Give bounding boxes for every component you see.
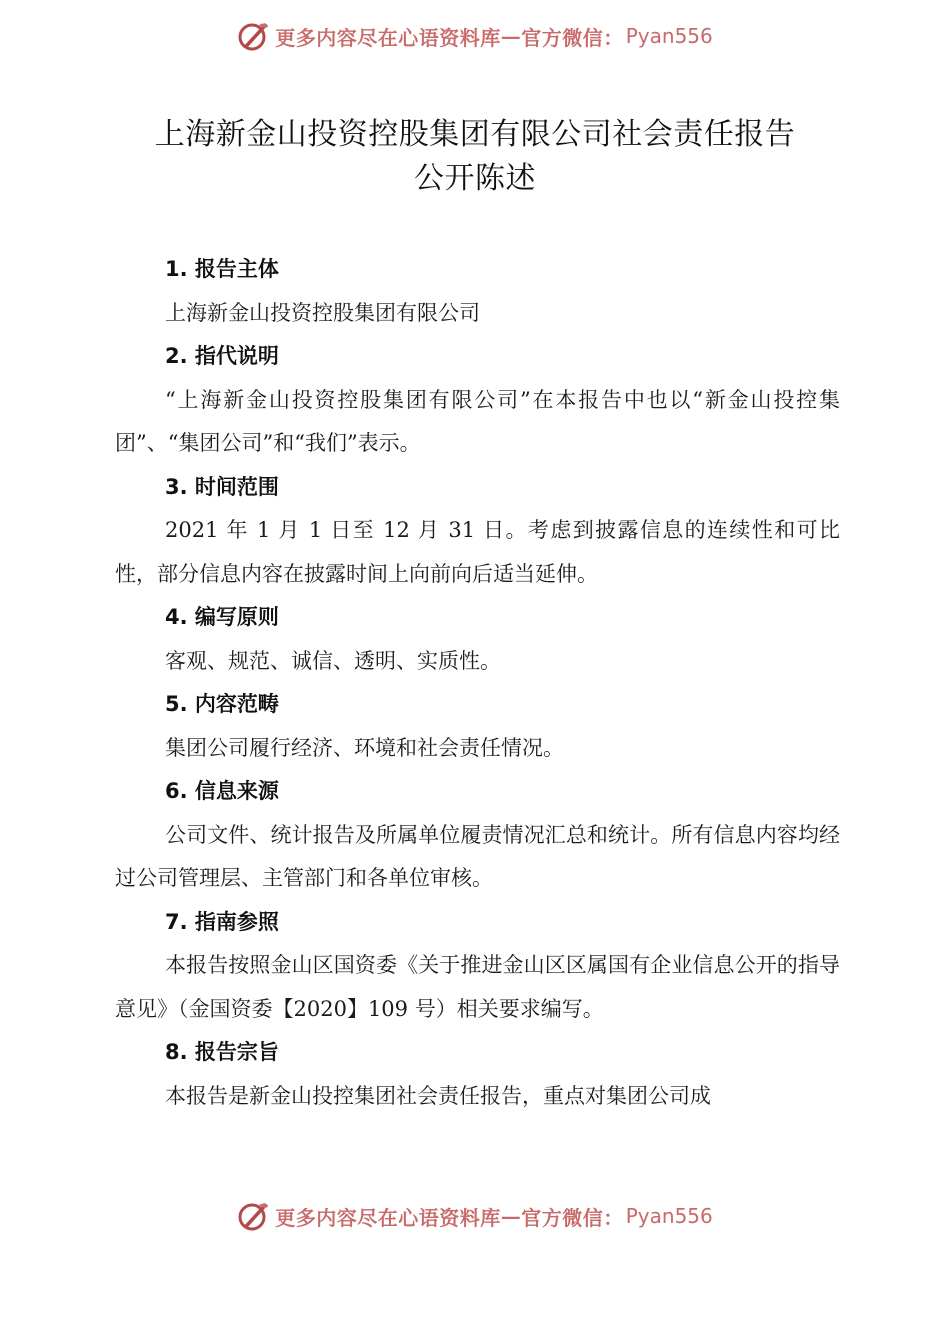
- quill-logo-icon: [237, 19, 271, 53]
- watermark-separator: —: [500, 1204, 522, 1228]
- quill-logo-icon: [237, 1199, 271, 1233]
- section-body: “上海新金山投资控股集团有限公司”在本报告中也以“新金山投控集团”、“集团公司”和“我们”表示。: [115, 387, 840, 455]
- watermark-wechat-label: 官方微信：: [521, 1205, 624, 1230]
- watermark-text: 更多内容尽在心语资料库: [275, 1205, 501, 1230]
- section-body: 公司文件、统计报告及所属单位履责情况汇总和统计。所有信息内容均经过公司管理层、主管部门和各单位审核。: [115, 822, 840, 890]
- document-title-line2: 公开陈述: [414, 161, 536, 196]
- section-heading: 8. 报告宗旨: [165, 1040, 279, 1064]
- section-body: 上海新金山投资控股集团有限公司: [165, 300, 480, 325]
- watermark-banner-top: [0, 16, 950, 56]
- watermark-text: 更多内容尽在心语资料库: [275, 25, 501, 50]
- section-body: 本报告是新金山投控集团社会责任报告，重点对集团公司成: [165, 1083, 711, 1108]
- section-heading: 5. 内容范畴: [165, 692, 279, 716]
- section-body: 集团公司履行经济、环境和社会责任情况。: [165, 735, 564, 760]
- document-body: [115, 248, 840, 1118]
- watermark-wechat-label: 官方微信：: [521, 25, 624, 50]
- section-heading: 7. 指南参照: [165, 909, 279, 934]
- watermark-separator: —: [500, 24, 522, 48]
- section-heading: 6. 信息来源: [165, 779, 279, 803]
- watermark-banner-bottom: [0, 1196, 950, 1236]
- watermark-wechat-id: Pyan556: [625, 24, 713, 48]
- section-heading: 4. 编写原则: [165, 605, 279, 629]
- document-title-line1: 上海新金山投资控股集团有限公司社会责任报告: [154, 117, 796, 152]
- section-heading: 3. 时间范围: [165, 474, 279, 499]
- section-body: 2021 年 1 月 1 日至 12 月 31 日。考虑到披露信息的连续性和可比性，部分信息内容在披露时间上向前向后适当延伸。: [115, 518, 840, 586]
- watermark-wechat-id: Pyan556: [625, 1204, 713, 1228]
- section-body: 客观、规范、诚信、透明、实质性。: [165, 648, 501, 673]
- section-heading: 2. 指代说明: [165, 344, 279, 368]
- section-heading: 1. 报告主体: [165, 257, 279, 281]
- section-body: 本报告按照金山区国资委《关于推进金山区区属国有企业信息公开的指导意见》（金国资委【2020】109 号）相关要求编写。: [115, 953, 840, 1021]
